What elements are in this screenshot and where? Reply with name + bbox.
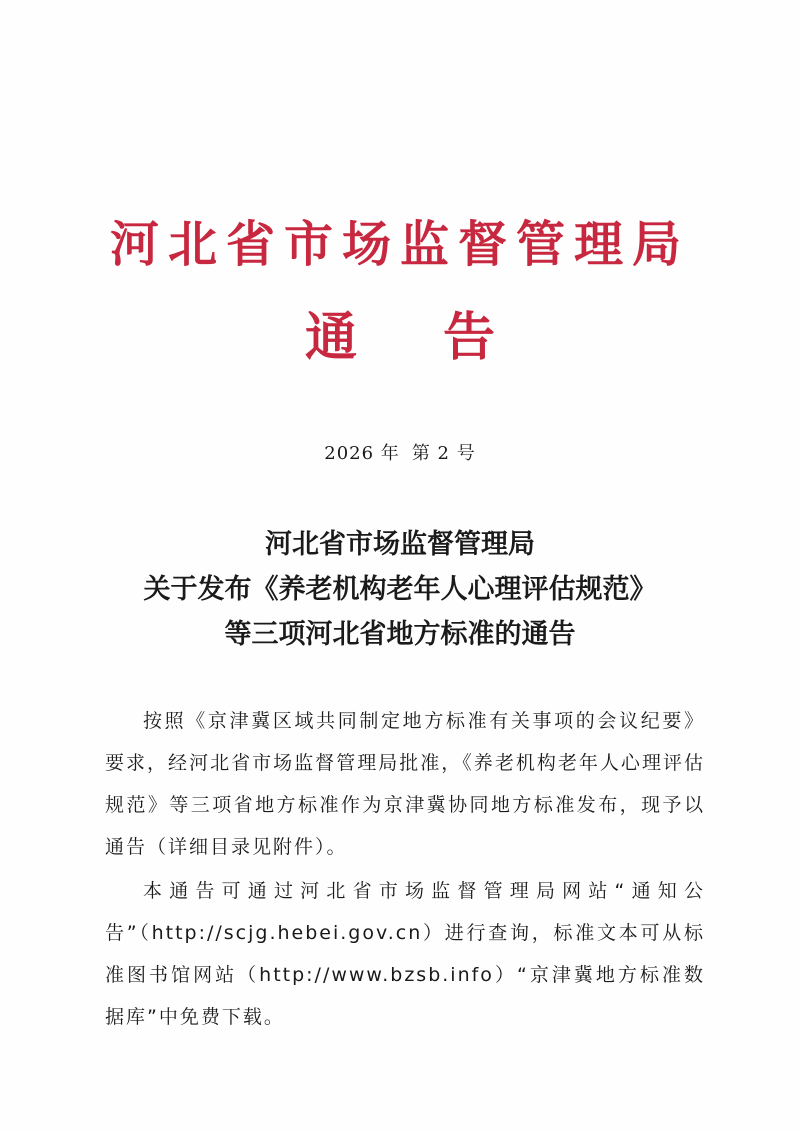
paragraph-text: 按照《京津冀区域共同制定地方标准有关事项的会议纪要》要求，经河北省市场监督管理局批准，《养老机构老年人心理评估规范》等三项省地方标准作为京津冀协同地方标准发布，现予以通告（详细目录见附件）。 [105, 710, 705, 858]
doc-type-heading [100, 306, 700, 370]
doc-type-char-1: 通 [304, 307, 357, 368]
doc-type-char-2: 告 [443, 307, 496, 368]
paragraph-text: 本通告可通过河北省市场监督管理局网站“通知公告”（http://scjg.hebei.gov.cn）进行查询，标准文本可从标准图书馆网站（http://www.bzsb.info）“京津冀地方标准数据库”中免费下载。 [105, 880, 705, 1028]
doc-year: 2026 年 [324, 443, 400, 464]
doc-serial: 第 2 号 [411, 443, 476, 464]
body-paragraph-1 [105, 700, 705, 868]
doc-number [100, 442, 700, 466]
agency-header: 河北省市场监督管理局 [109, 215, 690, 273]
title-line-1: 河北省市场监督管理局 [265, 529, 535, 560]
title-line-2: 关于发布《养老机构老年人心理评估规范》 [143, 574, 657, 605]
document-title [80, 522, 720, 657]
title-line-3: 等三项河北省地方标准的通告 [224, 619, 576, 650]
body-paragraph-2 [105, 870, 705, 1038]
